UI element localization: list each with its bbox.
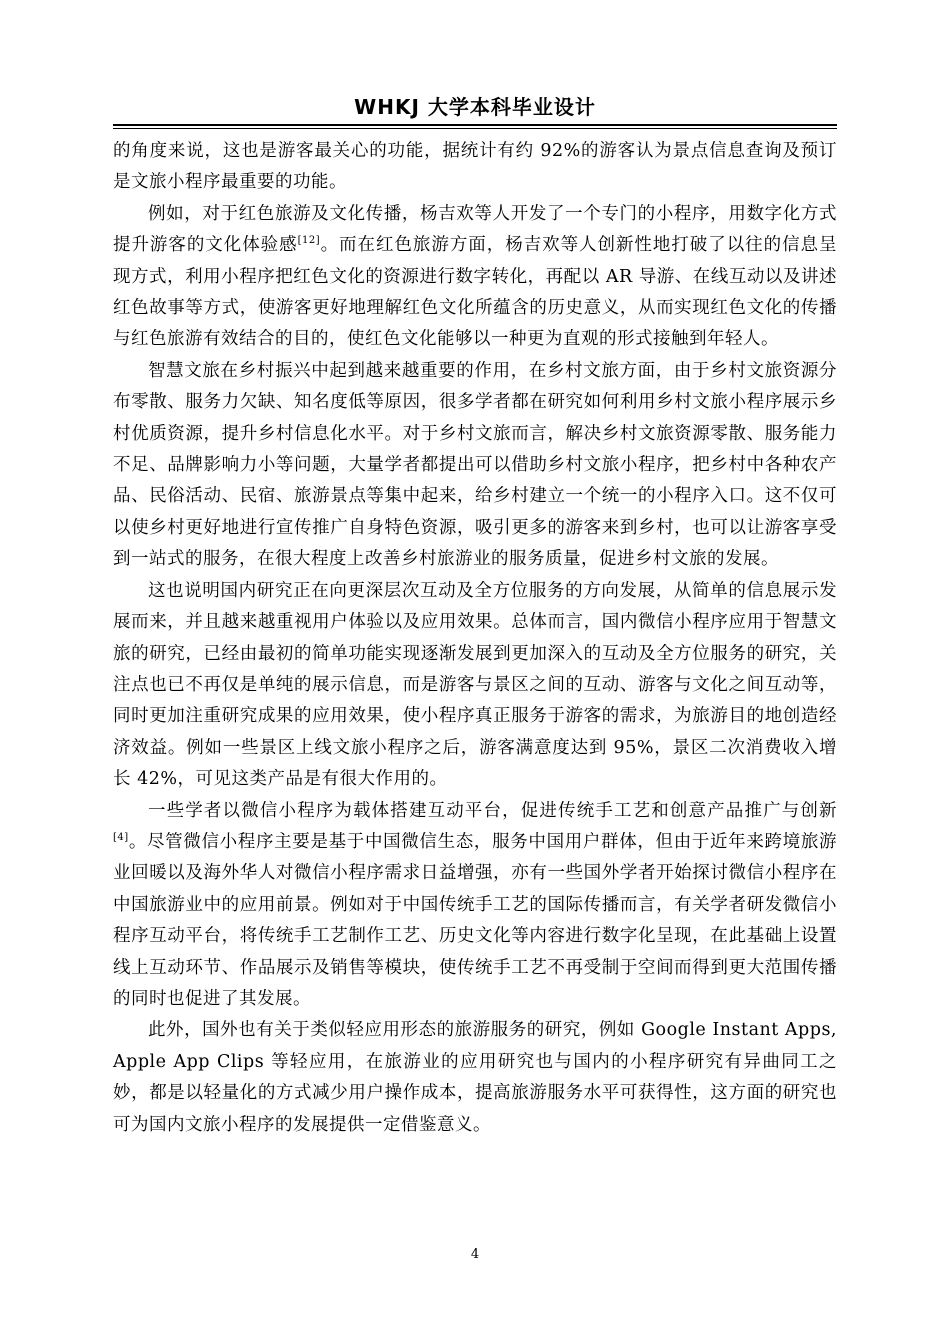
body-text bbox=[113, 136, 837, 1141]
page-number: 4 bbox=[470, 1247, 480, 1262]
paragraph-text: 。而在红色旅游方面，杨吉欢等人创新性地打破了以往的信息呈现方式，利用小程序把红色文化的资源进行数字转化，再配以 AR 导游、在线互动以及讲述红色故事等方式，使游客更好地理解红色文化所蕴含的历史意义，从而实现红色文化的传播与红色旅游有效结合的目的，使红色文化能够以一种更为直观的形式接触到年轻人。 bbox=[113, 235, 838, 350]
paragraph bbox=[113, 576, 837, 796]
paragraph-text: 此外，国外也有关于类似轻应用形态的旅游服务的研究，例如 Google Instant Apps, Apple App Clips 等轻应用，在旅游业的应用研究也与国内的小程序研究有异曲同工之妙，都是以轻量化的方式减少用户操作成本，提高旅游服务水平可获得性，这方面的研究也可为国内文旅小程序的发展提供一定借鉴意义。 bbox=[113, 1020, 837, 1135]
paragraph-text: 例如，对于红色旅游及文化传播，杨吉欢等人开发了一个专门的小程序，用数字化方式提升游客的文化体验感 bbox=[113, 203, 837, 256]
page-header-title: WHKJ 大学本科毕业设计 bbox=[354, 95, 596, 119]
paragraph bbox=[113, 199, 837, 356]
paragraph bbox=[113, 796, 837, 1016]
paragraph-text: 一些学者以微信小程序为载体搭建互动平台，促进传统手工艺和创意产品推广与创新 bbox=[148, 800, 837, 821]
paragraph bbox=[113, 356, 837, 576]
paragraph-text: 的角度来说，这也是游客最关心的功能，据统计有约 92%的游客认为景点信息查询及预订是文旅小程序最重要的功能。 bbox=[113, 141, 837, 193]
paragraph-text: 这也说明国内研究正在向更深层次互动及全方位服务的方向发展，从简单的信息展示发展而来，并且越来越重视用户体验以及应用效果。总体而言，国内微信小程序应用于智慧文旅的研究，已经由最初的简单功能实现逐渐发展到更加深入的互动及全方位服务的研究，关注点也已不再仅是单纯的展示信息，而是游客与景区之间的互动、游客与文化之间互动等，同时更加注重研究成果的应用效果，使小程序真正服务于游客的需求，为旅游目的地创造经济效益。例如一些景区上线文旅小程序之后，游客满意度达到 95%，景区二次消费收入增长 42%，可见这类产品是有很大作用的。 bbox=[113, 580, 837, 790]
paragraph bbox=[113, 136, 837, 199]
paragraph-text: 智慧文旅在乡村振兴中起到越来越重要的作用，在乡村文旅方面，由于乡村文旅资源分布零散、服务力欠缺、知名度低等原因，很多学者都在研究如何利用乡村文旅小程序展示乡村优质资源，提升乡村信息化水平。对于乡村文旅而言，解决乡村文旅资源零散、服务能力不足、品牌影响力小等问题，大量学者都提出可以借助乡村文旅小程序，把乡村中各种农产品、民俗活动、民宿、旅游景点等集中起来，给乡村建立一个统一的小程序入口。这不仅可以使乡村更好地进行宣传推广自身特色资源，吸引更多的游客来到乡村，也可以让游客享受到一站式的服务，在很大程度上改善乡村旅游业的服务质量，促进乡村文旅的发展。 bbox=[113, 360, 837, 570]
paragraph-text: 。尽管微信小程序主要是基于中国微信生态，服务中国用户群体，但由于近年来跨境旅游业回暖以及海外华人对微信小程序需求日益增强，亦有一些国外学者开始探讨微信小程序在中国旅游业中的应用前景。例如对于中国传统手工艺的国际传播而言，有关学者研发微信小程序互动平台，将传统手工艺制作工艺、历史文化等内容进行数字化呈现，在此基础上设置线上互动环节、作品展示及销售等模块，使传统手工艺不再受制于空间而得到更大范围传播的同时也促进了其发展。 bbox=[113, 831, 837, 1009]
paragraph bbox=[113, 1015, 837, 1141]
citation-reference: [4] bbox=[113, 832, 129, 844]
header-rule bbox=[113, 124, 837, 126]
citation-reference: [12] bbox=[297, 235, 321, 247]
header-rule-thin bbox=[113, 128, 837, 129]
